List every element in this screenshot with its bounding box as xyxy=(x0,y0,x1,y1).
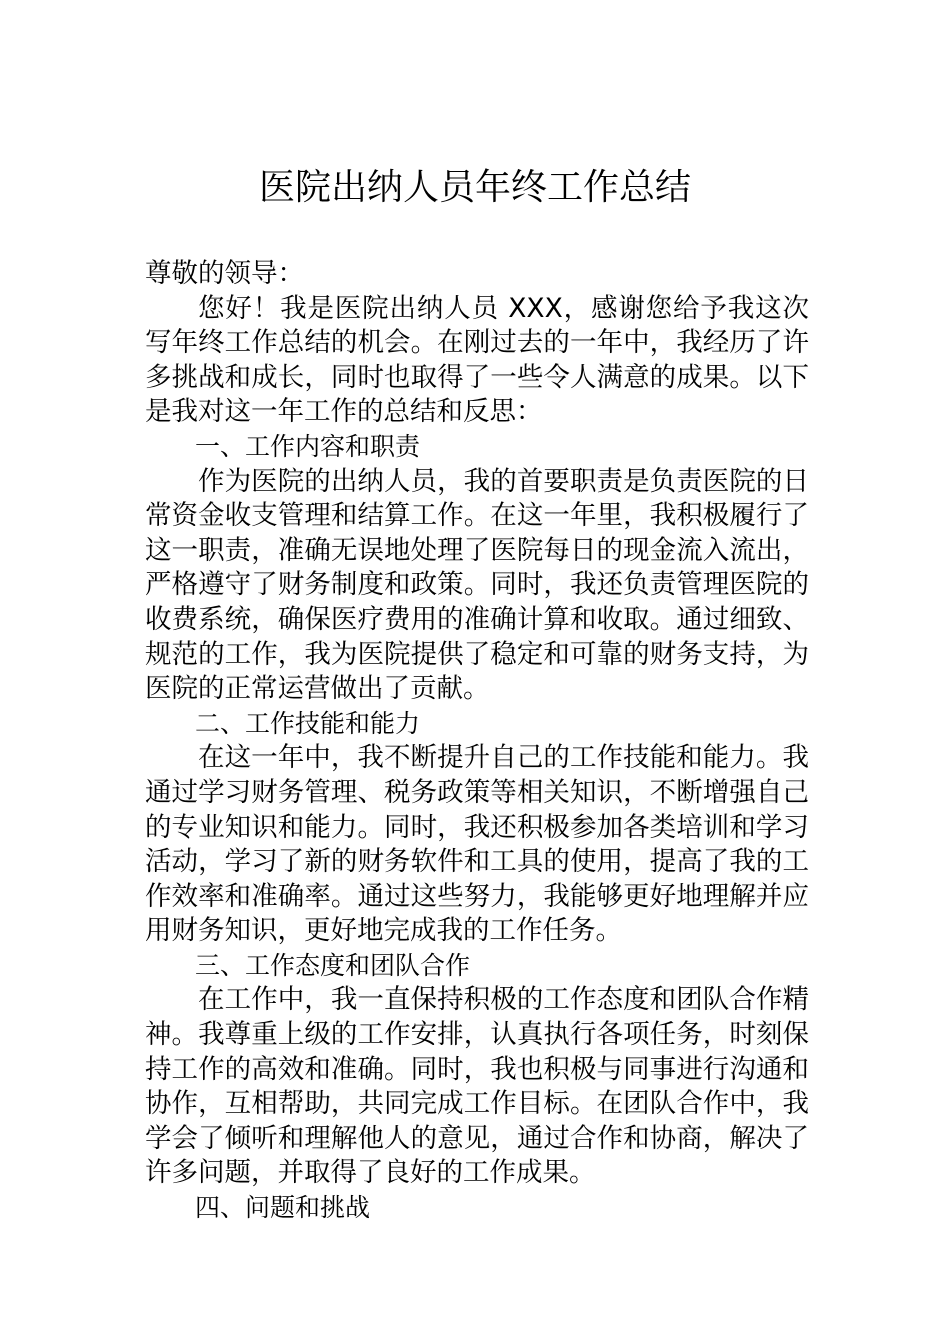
document-title: 医院出纳人员年终工作总结 xyxy=(258,167,691,208)
intro-paragraph: 您好！我是医院出纳人员 XXX，感谢您给予我这次写年终工作总结的机会。在刚过去的一年中，我经历了许多挑战和成长，同时也取得了一些令人满意的成果。以下是我对这一年工作的总结和反思： xyxy=(145,292,809,428)
section-heading: 四、问题和挑战 xyxy=(195,1193,371,1223)
section-heading: 三、工作态度和团队合作 xyxy=(195,950,471,980)
section-paragraph: 在工作中，我一直保持积极的工作态度和团队合作精神。我尊重上级的工作安排，认真执行各项任务，时刻保持工作的高效和准确。同时，我也积极与同事进行沟通和协作，互相帮助，共同完成工作目标。在团队合作中，我学会了倾听和理解他人的意见，通过合作和协商，解决了许多问题，并取得了良好的工作成果。 xyxy=(145,984,809,1189)
section-heading: 一、工作内容和职责 xyxy=(195,431,421,461)
section-paragraph: 在这一年中，我不断提升自己的工作技能和能力。我通过学习财务管理、税务政策等相关知识，不断增强自己的专业知识和能力。同时，我还积极参加各类培训和学习活动，学习了新的财务软件和工具的使用，提高了我的工作效率和准确率。通过这些努力，我能够更好地理解并应用财务知识，更好地完成我的工作任务。 xyxy=(145,742,809,947)
document-body xyxy=(145,257,809,1226)
section-heading: 二、工作技能和能力 xyxy=(195,708,421,738)
salutation: 尊敬的领导： xyxy=(145,258,304,289)
section-paragraph: 作为医院的出纳人员，我的首要职责是负责医院的日常资金收支管理和结算工作。在这一年里，我积极履行了这一职责，准确无误地处理了医院每日的现金流入流出，严格遵守了财务制度和政策。同时，我还负责管理医院的收费系统，确保医疗费用的准确计算和收取。通过细致、规范的工作，我为医院提供了稳定和可靠的财务支持，为医院的正常运营做出了贡献。 xyxy=(145,465,809,705)
